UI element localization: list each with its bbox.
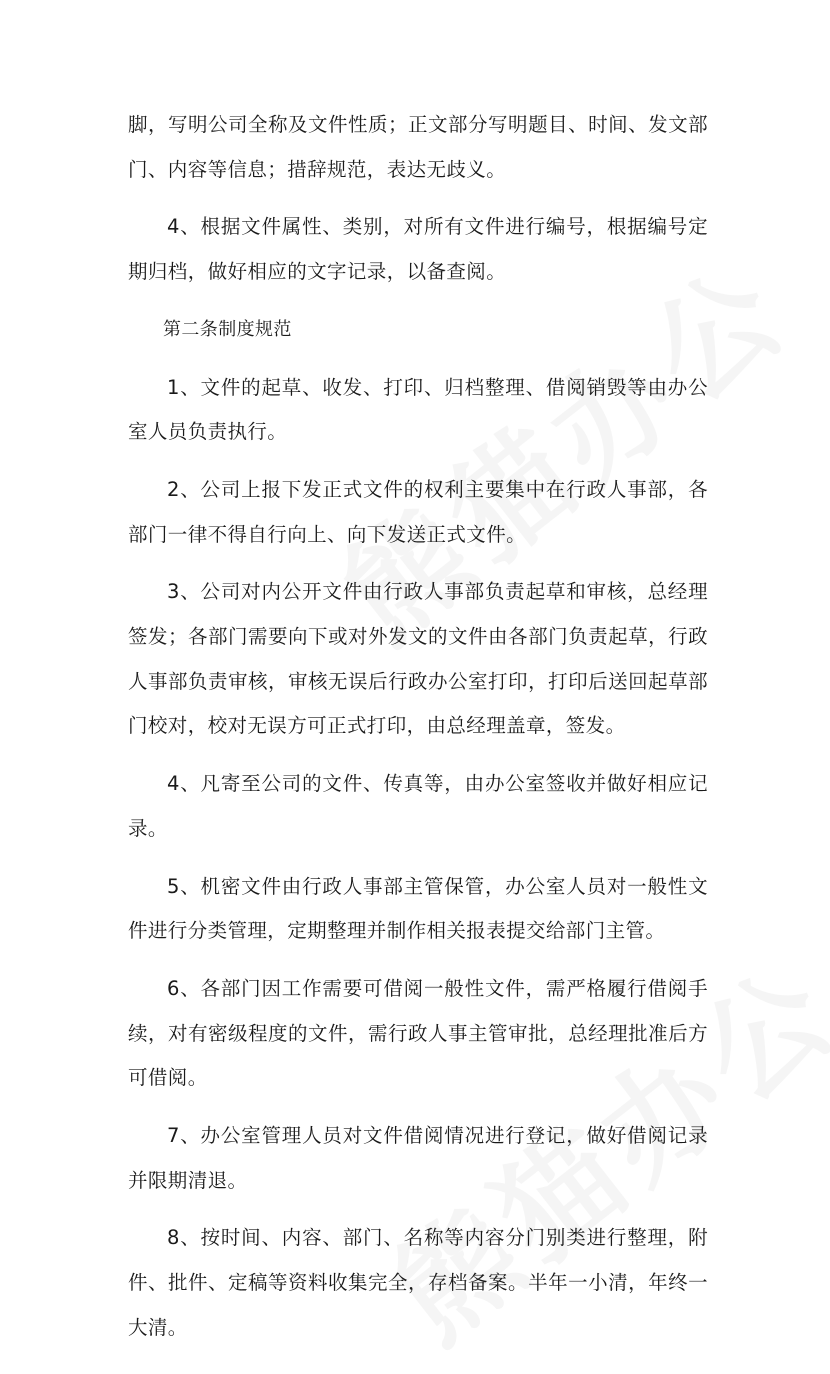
section-heading: 第二条制度规范 bbox=[163, 318, 292, 340]
paragraph-item-5: 5、机密文件由行政人事部主管保管，办公室人员对一般性文件进行分类管理，定期整理并制作相关报表提交给部门主管。 bbox=[128, 874, 708, 943]
paragraph-item-8: 8、按时间、内容、部门、名称等内容分门别类进行整理，附件、批件、定稿等资料收集完全，存档备案。半年一小清，年终一大清。 bbox=[128, 1226, 708, 1339]
paragraph-item-4-receipt: 4、凡寄至公司的文件、传真等，由办公室签收并做好相应记录。 bbox=[128, 772, 708, 840]
paragraph-item-6: 6、各部门因工作需要可借阅一般性文件，需严格履行借阅手续，对有密级程度的文件，需行政人事主管审批，总经理批准后方可借阅。 bbox=[128, 976, 708, 1090]
paragraph-item-7: 7、办公室管理人员对文件借阅情况进行登记，做好借阅记录并限期清退。 bbox=[128, 1124, 708, 1192]
paragraph-item-3: 3、公司对内公开文件由行政人事部负责起草和审核，总经理签发；各部门需要向下或对外发文的文件由各部门负责起草，行政人事部负责审核，审核无误后行政办公室打印，打印后送回起草部门校对，校对无误方可正式打印，由总经理盖章，签发。 bbox=[128, 580, 708, 738]
paragraph-item-1: 1、文件的起草、收发、打印、归档整理、借阅销毁等由办公室人员负责执行。 bbox=[128, 375, 708, 444]
paragraph-continued: 脚，写明公司全称及文件性质；正文部分写明题目、时间、发文部门、内容等信息；措辞规范，表达无歧义。 bbox=[128, 113, 708, 181]
paragraph-item-4-archiving: 4、根据文件属性、类别，对所有文件进行编号，根据编号定期归档，做好相应的文字记录，以备查阅。 bbox=[128, 215, 708, 284]
document-body bbox=[128, 103, 708, 1364]
paragraph-item-2: 2、公司上报下发正式文件的权利主要集中在行政人事部，各部门一律不得自行向上、向下发送正式文件。 bbox=[128, 477, 708, 546]
